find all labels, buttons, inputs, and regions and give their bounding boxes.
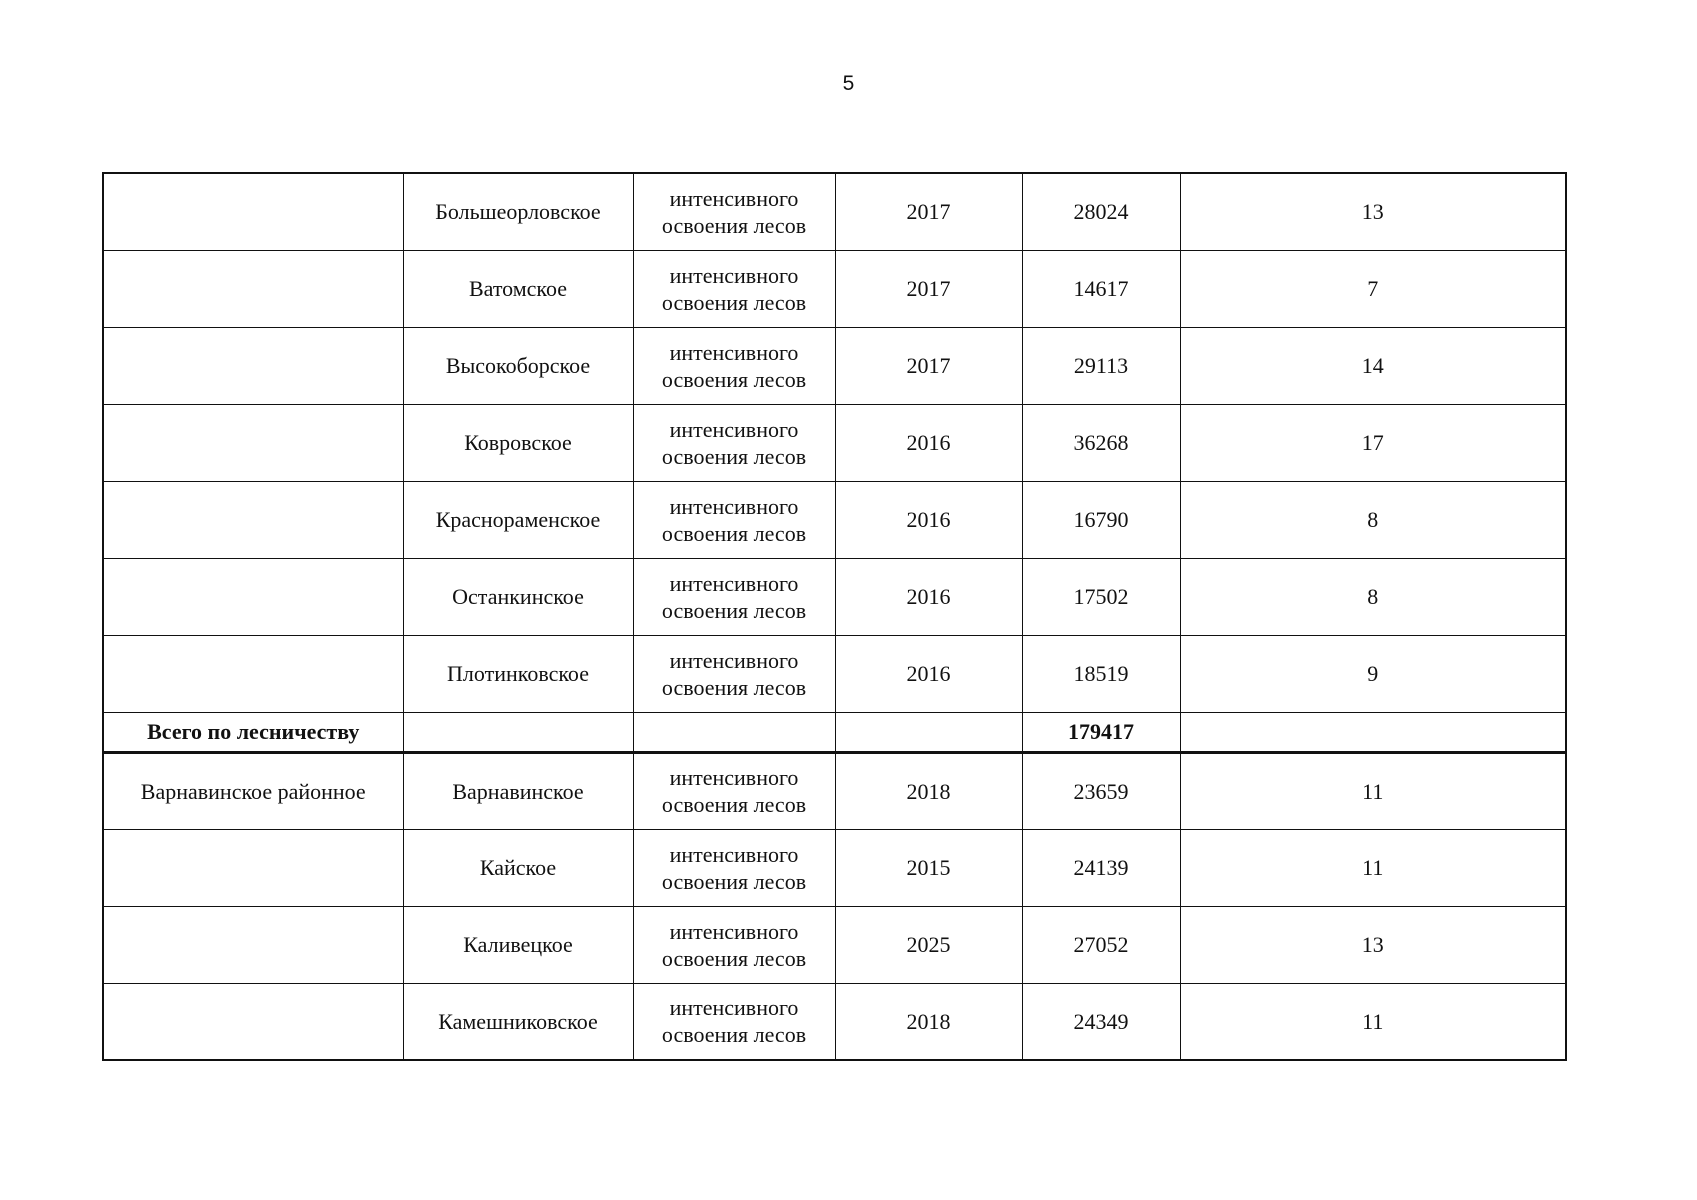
forest-zone-line-2: освоения лесов — [661, 212, 807, 238]
district-forestry-cell: Ватомское — [403, 250, 633, 327]
forestry-table — [102, 172, 1567, 1061]
forest-zone-line-1: интенсивного — [669, 995, 799, 1021]
table-row — [103, 558, 1566, 635]
count-cell — [1180, 712, 1566, 752]
district-forestry-cell: Краснораменское — [403, 481, 633, 558]
forestry-name-cell — [103, 829, 403, 906]
district-forestry-cell — [403, 712, 633, 752]
table-row — [103, 327, 1566, 404]
year-cell: 2016 — [835, 404, 1022, 481]
table-row — [103, 752, 1566, 829]
forest-zone-line-1: интенсивного — [669, 416, 799, 442]
forest-zone-line-2: освоения лесов — [661, 945, 807, 971]
forest-zone-cell — [633, 829, 835, 906]
forestry-name-cell — [103, 983, 403, 1060]
count-cell: 9 — [1180, 635, 1566, 712]
forest-zone-cell — [633, 635, 835, 712]
district-forestry-cell: Плотинковское — [403, 635, 633, 712]
count-cell: 8 — [1180, 481, 1566, 558]
year-cell: 2018 — [835, 983, 1022, 1060]
forestry-name-cell — [103, 481, 403, 558]
forest-zone-cell — [633, 173, 835, 250]
forest-zone-line-1: интенсивного — [669, 918, 799, 944]
forest-zone-line-1: интенсивного — [669, 765, 799, 790]
count-cell: 7 — [1180, 250, 1566, 327]
forest-zone-line-2: освоения лесов — [661, 289, 807, 315]
area-cell: 36268 — [1022, 404, 1180, 481]
district-forestry-cell: Высокоборское — [403, 327, 633, 404]
district-forestry-cell: Кайское — [403, 829, 633, 906]
year-cell: 2017 — [835, 250, 1022, 327]
forest-zone-cell — [633, 906, 835, 983]
forestry-name-cell — [103, 327, 403, 404]
table-row — [103, 829, 1566, 906]
area-cell: 28024 — [1022, 173, 1180, 250]
forest-zone-line-1: интенсивного — [669, 185, 799, 211]
count-cell: 11 — [1180, 752, 1566, 829]
forest-zone-cell — [633, 983, 835, 1060]
year-cell: 2017 — [835, 173, 1022, 250]
forest-zone-cell — [633, 558, 835, 635]
forest-zone-line-2: освоения лесов — [661, 597, 807, 623]
count-cell: 13 — [1180, 173, 1566, 250]
forest-zone-line-2: освоения лесов — [661, 366, 807, 392]
district-forestry-cell: Камешниковское — [403, 983, 633, 1060]
count-cell: 11 — [1180, 983, 1566, 1060]
district-forestry-cell: Останкинское — [403, 558, 633, 635]
forest-zone-cell — [633, 250, 835, 327]
table-row — [103, 404, 1566, 481]
forest-zone-line-2: освоения лесов — [661, 868, 807, 894]
forest-zone-line-2: освоения лесов — [661, 443, 807, 469]
forest-zone-cell — [633, 404, 835, 481]
forestry-name-cell — [103, 635, 403, 712]
area-cell: 27052 — [1022, 906, 1180, 983]
area-cell: 18519 — [1022, 635, 1180, 712]
table-row — [103, 635, 1566, 712]
forestry-name-cell: Всего по лесничеству — [103, 712, 403, 752]
table-body — [103, 173, 1566, 1060]
count-cell: 17 — [1180, 404, 1566, 481]
forest-zone-line-1: интенсивного — [669, 647, 799, 673]
forest-zone-cell — [633, 481, 835, 558]
table-row — [103, 481, 1566, 558]
count-cell: 13 — [1180, 906, 1566, 983]
forestry-name-cell — [103, 404, 403, 481]
area-cell: 17502 — [1022, 558, 1180, 635]
forestry-name-cell: Варнавинское районное — [103, 752, 403, 829]
area-cell: 179417 — [1022, 712, 1180, 752]
area-cell: 14617 — [1022, 250, 1180, 327]
forest-zone-line-1: интенсивного — [669, 841, 799, 867]
table-row — [103, 173, 1566, 250]
count-cell: 8 — [1180, 558, 1566, 635]
count-cell: 11 — [1180, 829, 1566, 906]
forestry-name-cell — [103, 558, 403, 635]
forest-zone-cell — [633, 752, 835, 829]
page-number: 5 — [842, 72, 855, 95]
count-cell: 14 — [1180, 327, 1566, 404]
forest-zone-cell — [633, 712, 835, 752]
year-cell: 2016 — [835, 558, 1022, 635]
forest-zone-line-1: интенсивного — [669, 262, 799, 288]
forest-zone-line-1: интенсивного — [669, 339, 799, 365]
forestry-name-cell — [103, 173, 403, 250]
area-cell: 23659 — [1022, 752, 1180, 829]
table-row — [103, 250, 1566, 327]
area-cell: 24349 — [1022, 983, 1180, 1060]
area-cell: 24139 — [1022, 829, 1180, 906]
forest-zone-line-2: освоения лесов — [661, 1022, 807, 1048]
year-cell: 2025 — [835, 906, 1022, 983]
district-forestry-cell: Большеорловское — [403, 173, 633, 250]
year-cell: 2018 — [835, 752, 1022, 829]
year-cell — [835, 712, 1022, 752]
year-cell: 2015 — [835, 829, 1022, 906]
forestry-name-cell — [103, 250, 403, 327]
forest-zone-line-2: освоения лесов — [661, 520, 807, 546]
table-row — [103, 906, 1566, 983]
forestry-name-cell — [103, 906, 403, 983]
district-forestry-cell: Варнавинское — [403, 752, 633, 829]
year-cell: 2017 — [835, 327, 1022, 404]
forest-zone-line-1: интенсивного — [669, 493, 799, 519]
table-row — [103, 983, 1566, 1060]
total-row — [103, 712, 1566, 752]
year-cell: 2016 — [835, 481, 1022, 558]
district-forestry-cell: Каливецкое — [403, 906, 633, 983]
forest-zone-line-2: освоения лесов — [661, 674, 807, 700]
year-cell: 2016 — [835, 635, 1022, 712]
forest-zone-line-2: освоения лесов — [661, 792, 807, 817]
forest-zone-cell — [633, 327, 835, 404]
area-cell: 29113 — [1022, 327, 1180, 404]
district-forestry-cell: Ковровское — [403, 404, 633, 481]
forest-zone-line-1: интенсивного — [669, 570, 799, 596]
area-cell: 16790 — [1022, 481, 1180, 558]
